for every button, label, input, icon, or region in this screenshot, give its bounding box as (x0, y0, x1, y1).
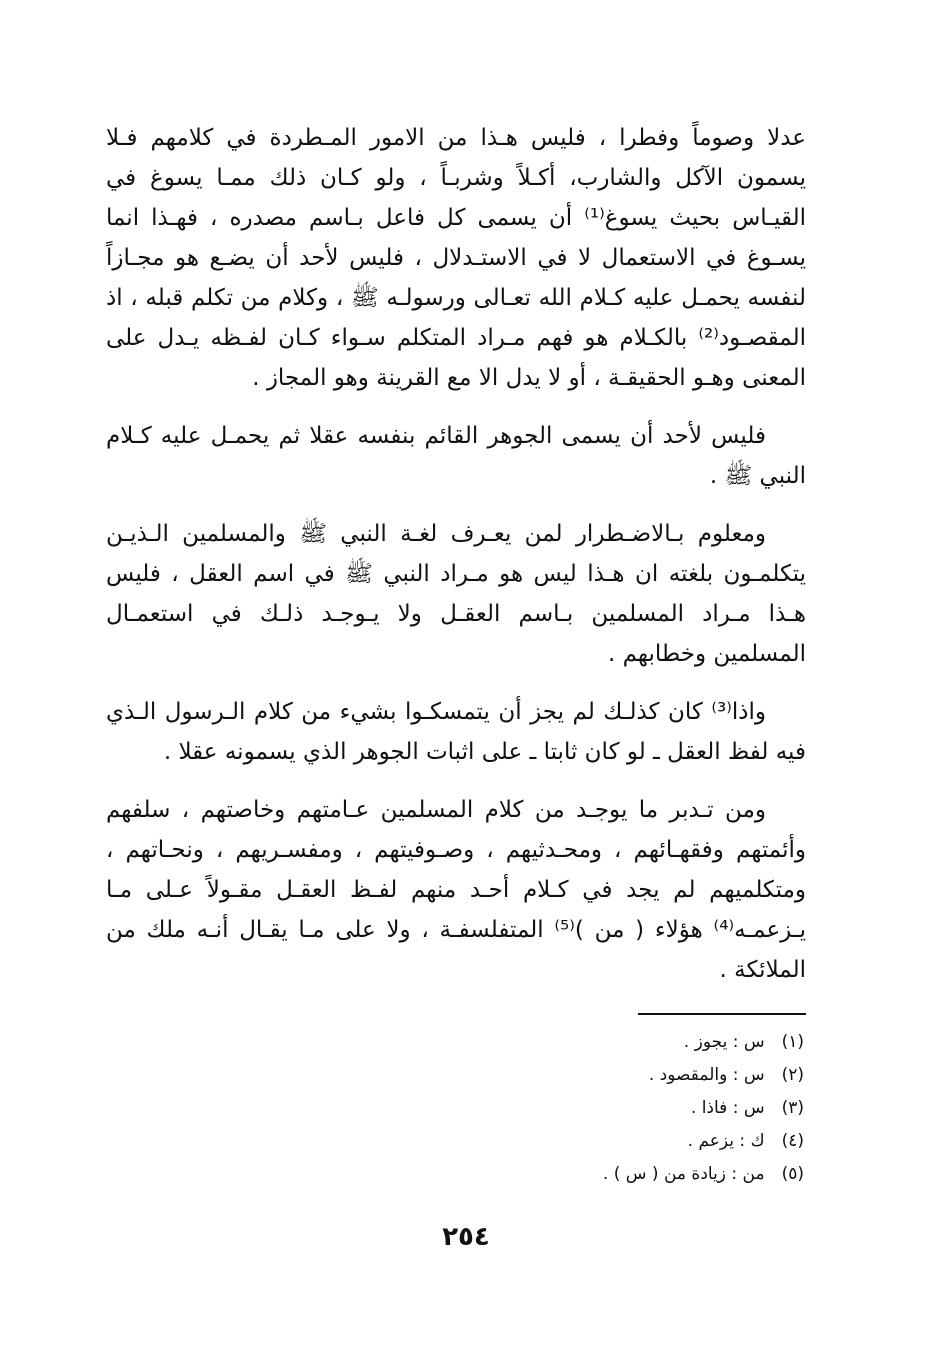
footnote-number: (٤) (781, 1131, 804, 1151)
footnote-text: س : فاذا . (690, 1098, 765, 1118)
footnote-3 (204, 1092, 804, 1125)
footnotes-list (204, 1026, 804, 1191)
footnote-text: س : يجوز . (683, 1032, 765, 1052)
footnote-number: (٣) (781, 1098, 804, 1118)
paragraph-5: ومن تـدبر ما يوجـد من كلام المسلمين عـامتهم وخاصتهم ، سلفهم وأئمتهم وفقهـائهم ، ومحـدثيهم ، وصـوفيتهم ، ومفسـريهم ، ونحـاتهم ، ومتكلميهم لم يجد في كـلام أحـد منهم لفـظ العقـل مقـولاً عـلى مـا يـزعمـه⁽⁴⁾ هؤلاء ( من )⁽⁵⁾ المتفلسفـة ، ولا على مـا يقـال أنـه ملك من الملائكة . (106, 797, 807, 983)
footnote-4 (204, 1125, 804, 1158)
footnote-number: (٢) (781, 1065, 804, 1085)
footnote-separator (638, 1013, 806, 1015)
paragraph-3: ومعلوم بـالاضـطرار لمن يعـرف لغـة النبي ﷺ والمسلمين الـذيـن يتكلمـون بلغته ان هـذا ليس هو مـراد النبي ﷺ في اسم العقل ، فليس هـذا مـراد المسلمين بـاسم العقـل ولا يـوجـد ذلـك في استعمـال المسلمين وخطابهم . (106, 521, 806, 667)
main-text-body (106, 118, 806, 1008)
footnote-text: من : زيادة من ( س ) . (602, 1164, 765, 1184)
paragraph-4: واذا⁽³⁾ كان كذلـك لم يجز أن يتمسكـوا بشيء من كلام الـرسول الـذي فيه لفظ العقل ـ لو كان ثابتا ـ على اثبات الجوهر الذي يسمونه عقلا . (106, 699, 806, 765)
footnote-text: س : والمقصود . (648, 1065, 765, 1085)
footnote-number: (٥) (781, 1164, 804, 1184)
footnote-number: (١) (781, 1032, 804, 1052)
footnote-5 (204, 1158, 804, 1191)
paragraph-2: فليس لأحد أن يسمى الجوهر القائم بنفسه عقلا ثم يحمـل عليه كـلام النبي ﷺ . (106, 423, 806, 489)
paragraph-1: عدلا وصوماً وفطرا ، فليس هـذا من الامور المـطردة في كلامهم فـلا يسمون الآكل والشارب، أكـلاً وشربـاً ، ولو كـان ذلك ممـا يسوغ في القيـاس بحيث يسوغ⁽¹⁾ أن يسمى كل فاعل بـاسم مصدره ، فهـذا انما يسـوغ في الاستعمال لا في الاستـدلال ، فليس لأحد أن يضـع هو مجـازاً لنفسه يحمـل عليه كـلام الله تعـالى ورسولـه ﷺ ، وكلام من تكلم قبله ، اذ المقصـود⁽²⁾ بالكـلام هو فهم مـراد المتكلم سـواء كـان لفـظه يـدل على المعنى وهـو الحقيقـة ، أو لا يدل الا مع القرينة وهو المجاز . (106, 125, 806, 391)
page-number: ٢٥٤ (442, 1222, 490, 1252)
footnote-2 (204, 1059, 804, 1092)
footnote-1 (204, 1026, 804, 1059)
footnote-text: ك : يزعم . (687, 1131, 765, 1151)
